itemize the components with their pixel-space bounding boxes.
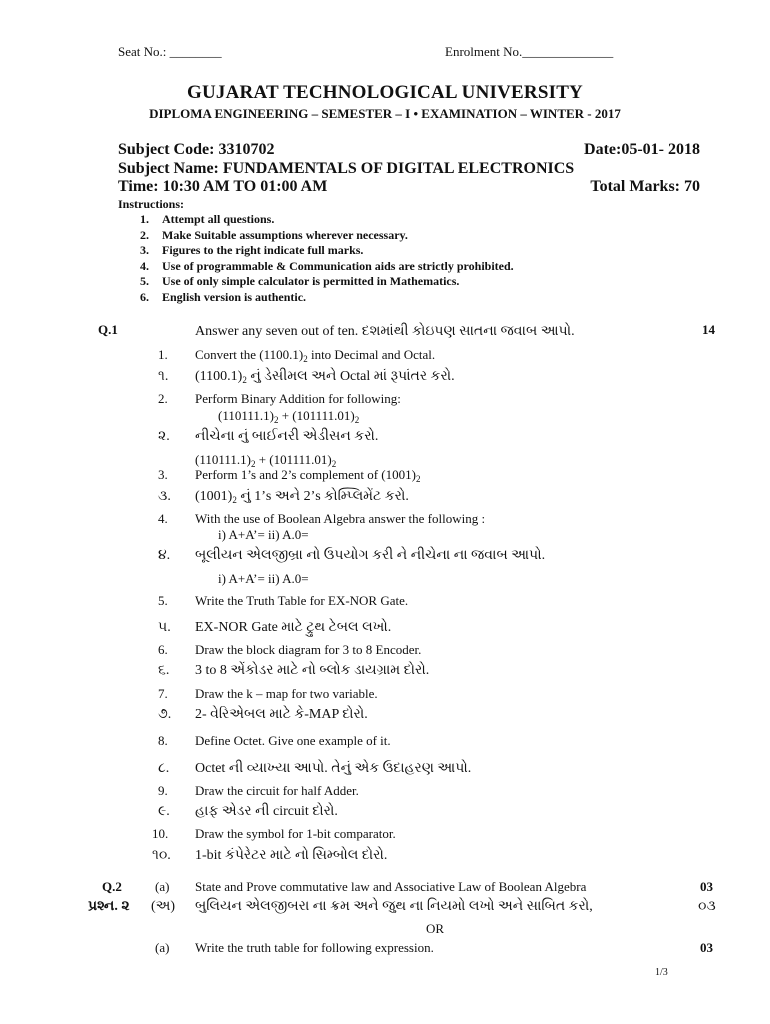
q2-label: Q.2 (102, 879, 122, 894)
q2-a-label: (a) (155, 879, 170, 894)
text-run: (1001) (195, 489, 233, 504)
instruction-text: Attempt all questions. (162, 212, 275, 226)
subscript: 2 (242, 375, 247, 385)
text-run: Perform Binary Addition for following: (195, 391, 401, 406)
subject-name: Subject Name: FUNDAMENTALS OF DIGITAL ELECTRONICS (118, 160, 575, 177)
q1-item-number: ૬. (158, 663, 170, 678)
text-run: નું 1’s અને 2’s કોમ્પ્લિમેંટ કરો. (236, 489, 409, 504)
instruction-text: Figures to the right indicate full marks. (162, 243, 364, 258)
q1-item-number: 7. (158, 686, 168, 701)
q1-item-number: 4. (158, 511, 168, 526)
enrolment-no: Enrolment No.______________ (445, 44, 614, 59)
q2-a-marks: 03 (700, 879, 713, 894)
q1-item-text (195, 593, 408, 609)
q1-item-text (195, 467, 420, 484)
q2-a-marks-guj: ૦૩ (698, 899, 716, 914)
text-run: 2- વેરિએબલ માટે કે-MAP દોરો. (195, 707, 368, 722)
q1-item-text (195, 686, 378, 702)
q2-a-text-guj: બુલિયન એલજીબરા ના ક્રમ અને જુથ ના નિયમો લખો અને સાબિત કરો, (195, 899, 593, 914)
q1-item-text (195, 489, 409, 505)
instruction-number: 4. (140, 258, 149, 273)
instruction-item (140, 228, 514, 244)
exam-date: Date:05-01- 2018 (584, 141, 700, 158)
subscript: 2 (303, 354, 308, 364)
q2-label-guj: પ્રશ્ન. ૨ (88, 899, 130, 914)
text-run: Draw the block diagram for 3 to 8 Encoder. (195, 642, 422, 657)
subscript: 2 (331, 459, 337, 469)
instruction-number: 5. (140, 274, 149, 289)
q1-item-number: ૯. (158, 804, 170, 819)
q2-a-label-guj: (અ) (151, 899, 176, 914)
q1-item-number: 1. (158, 347, 168, 362)
q1-item-text (195, 347, 435, 364)
instruction-item (140, 259, 514, 275)
text-run: 1-bit કંપેરેટર માટે નો સિમ્બોલ દોરો. (195, 848, 388, 863)
total-marks: Total Marks: 70 (590, 178, 700, 195)
instruction-text: English version is authentic. (162, 289, 307, 304)
q1-item-number: ૧૦. (152, 848, 171, 863)
text-run: With the use of Boolean Algebra answer the following : (195, 511, 486, 526)
text-run: Write the Truth Table for EX-NOR Gate. (195, 593, 409, 608)
q1-item-number: 3. (158, 467, 168, 482)
text-run: (110111.1) (195, 452, 251, 467)
text-run: (1100.1) (195, 369, 243, 384)
subject-name-row (118, 160, 700, 178)
q1-item-text (195, 707, 368, 723)
q2-b-text: Write the truth table for following expression. (195, 940, 434, 955)
subscript: 2 (354, 415, 360, 425)
subject-code: Subject Code: 3310702 (118, 141, 275, 158)
q1-label: Q.1 (98, 322, 118, 337)
instructions-list (140, 212, 514, 306)
q2-b-label: (a) (155, 940, 170, 955)
text-run: Octet ની વ્યાખ્યા આપો. તેનું એક ઉદાહરણ આપો. (195, 761, 472, 776)
instruction-text: Use of only simple calculator is permitted in Mathematics. (162, 274, 460, 289)
q1-item-number: 8. (158, 733, 168, 748)
subject-code-row (118, 141, 700, 159)
q1-item-text (195, 826, 396, 842)
q1-item-number: 9. (158, 783, 168, 798)
q1-item-number: 5. (158, 593, 168, 608)
subscript: 2 (415, 474, 421, 484)
text-run: + (101111.01) (255, 452, 332, 467)
page-number: 1/3 (655, 967, 668, 978)
subscript: 2 (250, 459, 256, 469)
instruction-item (140, 212, 514, 228)
q1-item-text (195, 848, 387, 864)
text-run: Define Octet. Give one example of it. (195, 733, 391, 748)
q1-item-number: ૫. (158, 620, 171, 635)
q1-item-text (195, 804, 338, 820)
text-run: હાફ એડર ની circuit દોરો. (195, 804, 338, 819)
text-run: into Decimal and Octal. (307, 347, 436, 362)
subscript: 2 (273, 415, 279, 425)
exam-time: Time: 10:30 AM TO 01:00 AM (118, 178, 328, 195)
q1-item-number: ૭. (158, 707, 172, 722)
text-run: (110111.1) (218, 408, 274, 423)
q1-item-number: ૨. (158, 429, 170, 444)
text-run: Draw the symbol for 1-bit comparator. (195, 826, 396, 841)
instruction-number: 3. (140, 243, 149, 258)
instruction-text: Use of programmable & Communication aids are strictly prohibited. (162, 258, 514, 273)
or-separator: OR (426, 921, 445, 936)
instruction-number: 2. (140, 227, 149, 242)
q1-item-text (218, 571, 309, 587)
q1-marks: 14 (702, 322, 715, 337)
q1-item-text (195, 548, 545, 564)
text-run: i) A+A’= ii) A.0= (218, 527, 309, 542)
text-run: i) A+A’= ii) A.0= (218, 571, 309, 586)
q1-item-number: 10. (152, 826, 169, 841)
q1-item-text (195, 511, 485, 527)
q1-item-text (195, 663, 429, 679)
text-run: નીચેના નું બાઈનરી એડીસન કરો. (195, 429, 379, 444)
university-title: GUJARAT TECHNOLOGICAL UNIVERSITY (187, 82, 583, 103)
instruction-item (140, 274, 514, 290)
q1-item-text (195, 369, 455, 385)
q1-item-number: ૧. (158, 369, 169, 384)
q1-item-number: 6. (158, 642, 168, 657)
q1-item-number: 2. (158, 391, 168, 406)
q1-item-text (195, 761, 471, 777)
q1-item-text (195, 429, 378, 445)
text-run: Draw the circuit for half Adder. (195, 783, 359, 798)
q1-item-text (195, 391, 401, 407)
q1-item-text (218, 527, 309, 543)
q2-b-marks: 03 (700, 940, 713, 955)
instruction-item (140, 243, 514, 259)
instruction-number: 1. (140, 212, 149, 226)
time-row (118, 178, 700, 196)
instruction-number: 6. (140, 289, 149, 304)
text-run: નું ડેસીમલ અને Octal માં રૂપાંતર કરો. (246, 369, 455, 384)
text-run: બૂલીયન એલજીબ્રા નો ઉપયોગ કરી ને નીચેના ના જવાબ આપો. (195, 548, 546, 563)
q1-item-text (195, 620, 391, 636)
text-run: Perform 1’s and 2’s complement of (1001) (195, 467, 416, 482)
q2-a-text: State and Prove commutative law and Associative Law of Boolean Algebra (195, 879, 587, 894)
instructions-title: Instructions: (118, 197, 185, 211)
q1-item-text (218, 408, 359, 425)
q1-item-number: ૪. (158, 548, 171, 563)
q1-item-number: ૩. (158, 489, 171, 504)
q1-item-text (195, 642, 421, 658)
text-run: Draw the k – map for two variable. (195, 686, 378, 701)
text-run: Convert the (1100.1) (195, 347, 304, 362)
q1-item-number: ૮. (158, 761, 170, 776)
instruction-text: Make Suitable assumptions wherever necessary. (162, 227, 408, 242)
subscript: 2 (232, 495, 237, 505)
q1-item-text (195, 783, 359, 799)
q1-item-text (195, 733, 391, 749)
text-run: + (101111.01) (278, 408, 355, 423)
q1-intro: Answer any seven out of ten. દશમાંથી કોઇપણ સાતના જવાબ આપો. (195, 324, 575, 339)
exam-line: DIPLOMA ENGINEERING – SEMESTER – I • EXAMINATION – WINTER - 2017 (149, 106, 621, 121)
seat-no: Seat No.: ________ (118, 44, 222, 59)
instruction-item (140, 290, 514, 306)
text-run: 3 to 8 એંકોડર માટે નો બ્લોક ડાયગ્રામ દોરો. (195, 663, 430, 678)
text-run: EX-NOR Gate માટે ટ્રુથ ટેબલ લખો. (195, 620, 392, 635)
